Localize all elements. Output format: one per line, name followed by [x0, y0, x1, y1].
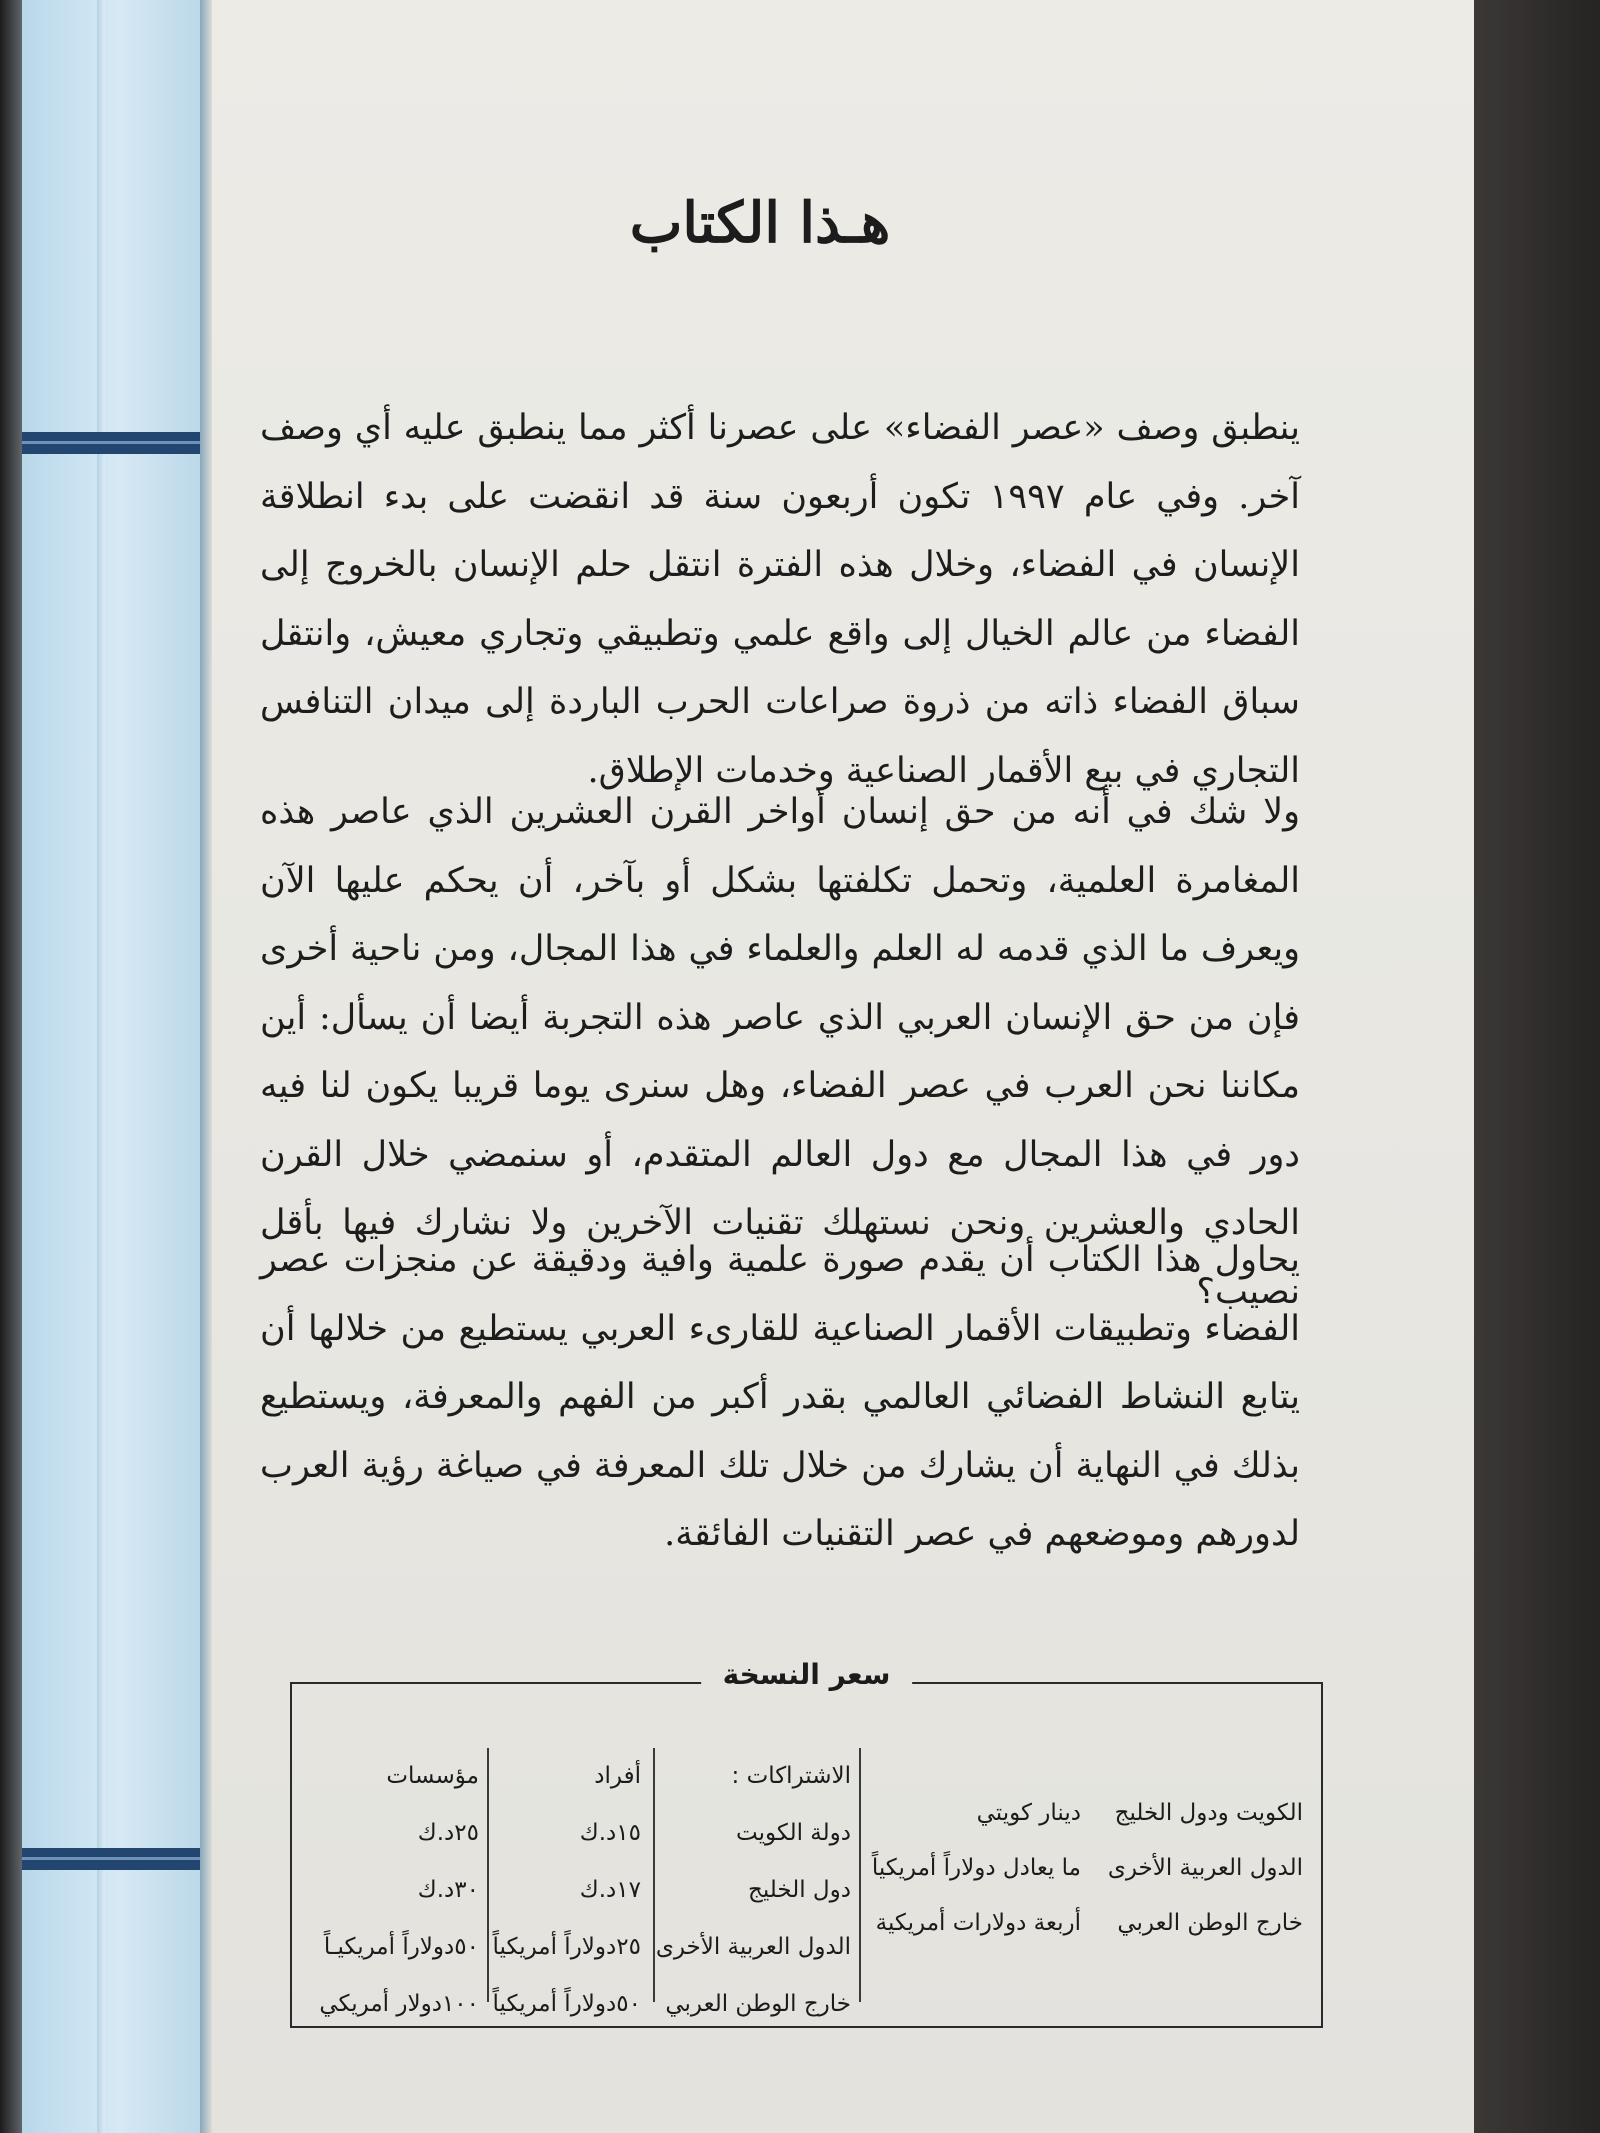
individuals-price: ٢٥دولاراً أمريكياً	[492, 1934, 641, 1960]
book-spine	[22, 0, 203, 2133]
page-title: هـذا الكتاب	[629, 190, 891, 256]
individuals-column	[493, 1748, 641, 2033]
institutions-price: ٣٠د.ك	[417, 1877, 479, 1903]
regions-column	[1108, 1786, 1303, 1951]
subscription-region: الدول العربية الأخرى	[655, 1934, 851, 1960]
subscriptions-column	[656, 1748, 851, 2033]
price-item: دينار كويتي	[976, 1800, 1081, 1826]
region-item: خارج الوطن العربي	[1117, 1910, 1303, 1936]
cover-hinge	[200, 0, 212, 2133]
prices-column	[872, 1786, 1081, 1951]
price-item: ما يعادل دولاراً أمريكياً	[871, 1855, 1081, 1881]
spine-band-top	[22, 432, 200, 454]
spine-crease	[97, 0, 105, 2133]
paragraph-2: ولا شك في أنه من حق إنسان أواخر القرن العشرين الذي عاصر هذه المغامرة العلمية، وتحمل تكلفتها بشكل أو بآخر، أن يحكم عليها الآن ويعرف ما الذي قدمه له العلم والعلماء في هذا المجال، ومن ناحية أخرى فإن من حق الإنسان العربي الذي عاصر هذه التجربة أيضا أن يسأل: أين مكاننا نحن العرب في عصر الفضاء، وهل سنرى يوما قريبا يكون لنا فيه دور في هذا المجال مع دول العالم المتقدم، أو سنمضي خلال القرن الحادي والعشرين ونحن نستهلك تقنيات الآخرين ولا نشارك فيها بأقل نصيب؟	[260, 792, 1300, 1312]
individuals-price: ١٧د.ك	[579, 1877, 641, 1903]
price-box	[290, 1658, 1323, 2028]
individuals-price: ٥٠دولاراً أمريكياً	[492, 1991, 641, 2017]
price-title: سعر النسخة	[701, 1658, 913, 1691]
institutions-price: ٥٠دولاراً أمريكيـاً	[323, 1934, 479, 1960]
price-item: أربعة دولارات أمريكية	[875, 1910, 1081, 1936]
page-edge-shadow	[1474, 0, 1600, 2133]
column-divider	[487, 1748, 489, 2002]
spine-band-bottom	[22, 1848, 200, 1870]
subscriptions-header: الاشتراكات :	[731, 1763, 851, 1789]
subscription-region: خارج الوطن العربي	[665, 1991, 851, 2017]
column-divider	[653, 1748, 655, 2002]
region-item: الكويت ودول الخليج	[1114, 1800, 1303, 1826]
paragraph-1: ينطبق وصف «عصر الفضاء» على عصرنا أكثر مما ينطبق عليه أي وصف آخر. وفي عام ١٩٩٧ تكون أربعون سنة قد انقضت على بدء انطلاقة الإنسان في الفضاء، وخلال هذه الفترة انتقل حلم الإنسان بالخروج إلى الفضاء من عالم الخيال إلى واقع علمي وتطبيقي وتجاري معيش، وانتقل سباق الفضاء ذاته من ذروة صراعات الحرب الباردة إلى ميدان التنافس التجاري في بيع الأقمار الصناعية وخدمات الإطلاق.	[260, 408, 1300, 791]
subscription-region: دولة الكويت	[736, 1820, 851, 1846]
institutions-header: مؤسسات	[386, 1763, 479, 1789]
region-item: الدول العربية الأخرى	[1107, 1855, 1303, 1881]
institutions-column	[319, 1748, 479, 2033]
individuals-header: أفراد	[594, 1763, 641, 1789]
paragraph-3: يحاول هذا الكتاب أن يقدم صورة علمية وافية ودقيقة عن منجزات عصر الفضاء وتطبيقات الأقمار الصناعية للقارىء العربي يستطيع من خلالها أن يتابع النشاط الفضائي العالمي بقدر أكبر من الفهم والمعرفة، ويستطيع بذلك في النهاية أن يشارك من خلال تلك المعرفة في صياغة رؤية العرب لدورهم وموضعهم في عصر التقنيات الفائقة.	[260, 1240, 1300, 1554]
subscription-region: دول الخليج	[747, 1877, 851, 1903]
institutions-price: ١٠٠دولار أمريكي	[319, 1991, 479, 2017]
column-divider	[859, 1748, 861, 2002]
individuals-price: ١٥د.ك	[579, 1820, 641, 1846]
institutions-price: ٢٥د.ك	[417, 1820, 479, 1846]
